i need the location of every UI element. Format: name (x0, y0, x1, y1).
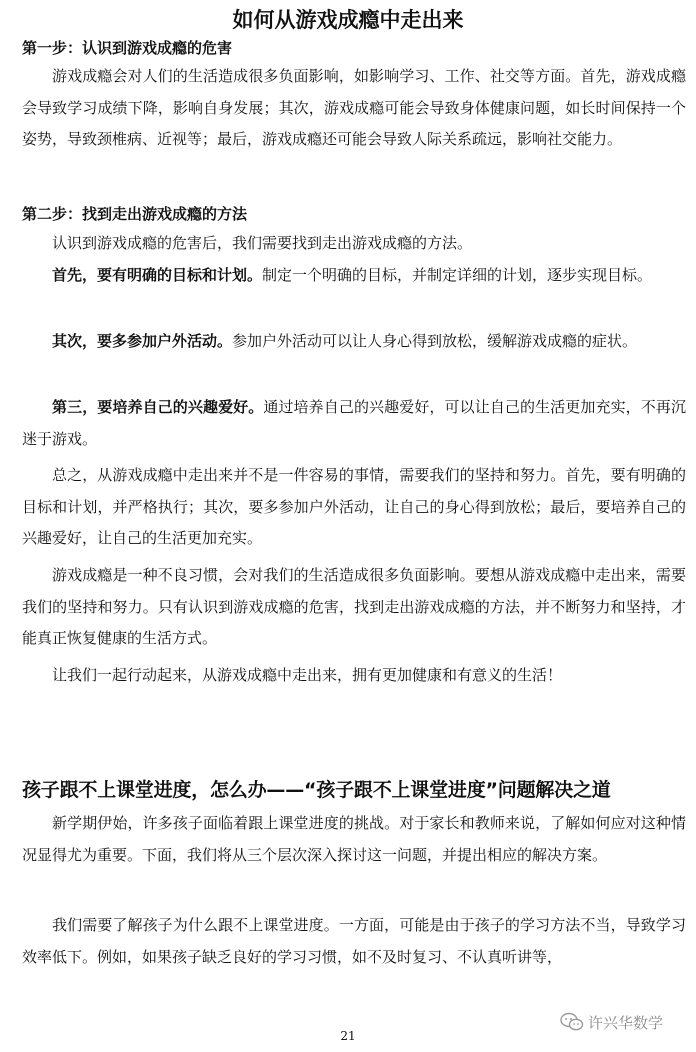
hobbies-text: 通过培养自己的兴趣爱好，可以让自己的生活更加充实，不再沉迷于游戏。 (22, 398, 686, 448)
step2-heading: 第二步：找到走出游戏成瘾的方法 (22, 205, 248, 223)
paragraph-methods-intro: 认识到游戏成瘾的危害后，我们需要找到走出游戏成瘾的方法。 (52, 234, 473, 252)
step1-heading: 第一步：认识到游戏成瘾的危害 (22, 39, 233, 57)
paragraph-call-to-action: 让我们一起行动起来，从游戏成瘾中走出来，拥有更加健康和有意义的生活！ (52, 666, 563, 684)
article-title: 如何从游戏成瘾中走出来 (232, 8, 464, 32)
goals-text: 制定一个明确的目标，并制定详细的计划，逐步实现目标。 (262, 266, 653, 284)
paragraph-conclusion: 游戏成瘾是一种不良习惯，会对我们的生活造成很多负面影响。要想从游戏成瘾中走出来，需要我们的坚持和努力。只有认识到游戏成瘾的危害，找到走出游戏成瘾的方法，并不断努力和坚持，才能真正恢复健康的生活方式。 (22, 566, 686, 647)
watermark-text: 许兴华数学 (588, 1013, 664, 1032)
paragraph-causes: 我们需要了解孩子为什么跟不上课堂进度。一方面，可能是由于孩子的学习方法不当，导致学习效率低下。例如，如果孩子缺乏良好的学习习惯，如不及时复习、不认真听讲等， (22, 916, 686, 966)
paragraph-outdoor (22, 326, 686, 358)
page-number: 21 (340, 1029, 356, 1043)
outdoor-bold-lead: 其次，要多参加户外活动。 (52, 332, 233, 350)
goals-bold-lead: 首先，要有明确的目标和计划。 (52, 266, 263, 284)
paragraph-summary: 总之，从游戏成瘾中走出来并不是一件容易的事情，需要我们的坚持和努力。首先，要有明确的目标和计划，并严格执行；其次，要多参加户外活动，让自己的身心得到放松；最后，要培养自己的兴趣爱好，让自己的生活更加充实。 (22, 466, 686, 547)
article2-title: 孩子跟不上课堂进度，怎么办——“孩子跟不上课堂进度”问题解决之道 (22, 779, 611, 801)
outdoor-text: 参加户外活动可以让人身心得到放松，缓解游戏成瘾的症状。 (232, 332, 638, 350)
hobbies-bold-lead: 第三，要培养自己的兴趣爱好。 (52, 398, 264, 416)
paragraph-harms: 游戏成瘾会对人们的生活造成很多负面影响，如影响学习、工作、社交等方面。首先，游戏成瘾会导致学习成绩下降，影响自身发展；其次，游戏成瘾可能会导致身体健康问题，如长时间保持一个姿势，导致颈椎病、近视等；最后，游戏成瘾还可能会导致人际关系疏远，影响社交能力。 (22, 67, 686, 148)
paragraph-intro: 新学期伊始，许多孩子面临着跟上课堂进度的挑战。对于家长和教师来说，了解如何应对这种情况显得尤为重要。下面，我们将从三个层次深入探讨这一问题，并提出相应的解决方案。 (22, 814, 686, 864)
paragraph-hobbies (22, 392, 686, 455)
paragraph-goals (22, 260, 686, 292)
